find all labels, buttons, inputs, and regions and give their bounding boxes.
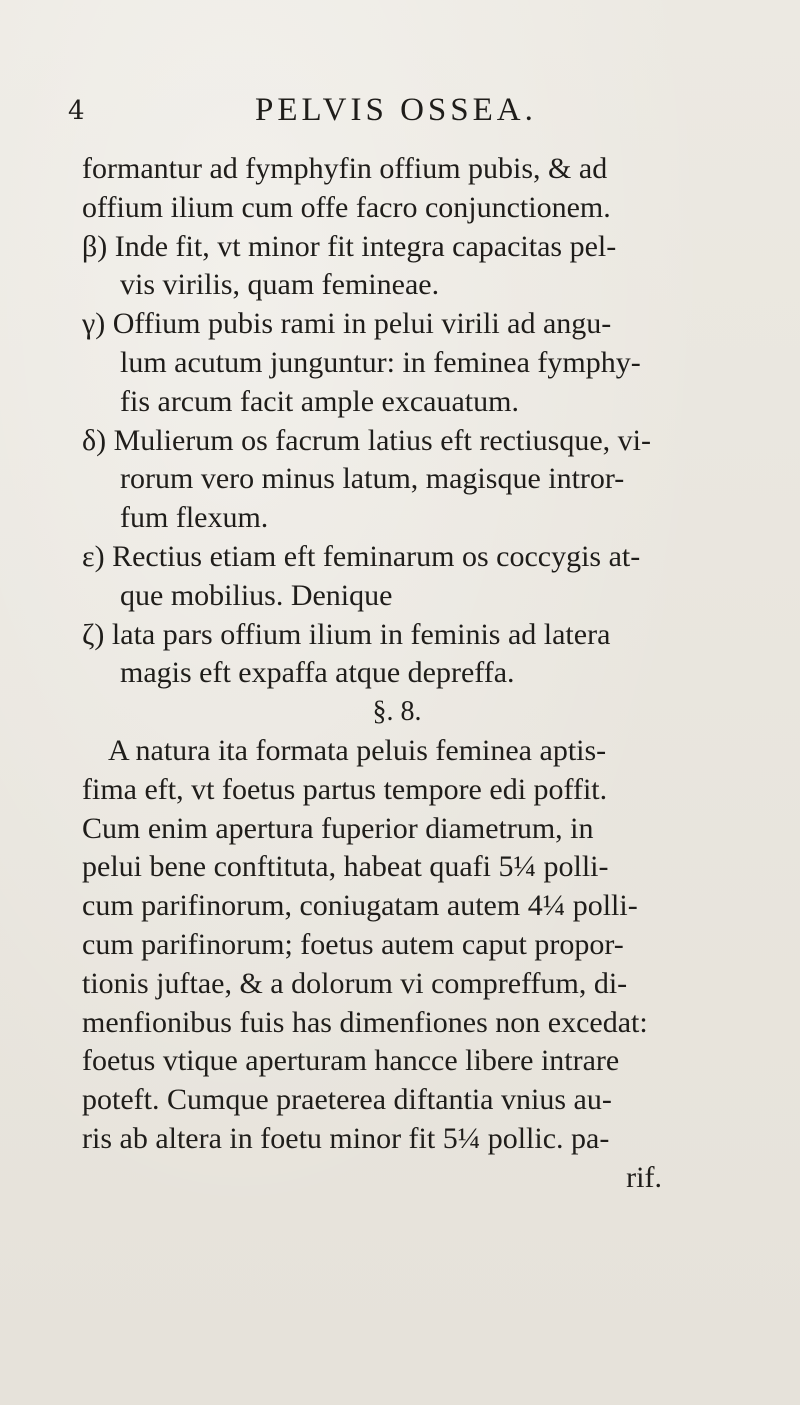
text-line: magis eft expaffa atque depreffa. (120, 656, 515, 690)
text-line: que mobilius. Denique (120, 578, 393, 612)
text-line: rorum vero minus latum, magisque intror- (120, 462, 625, 496)
text-line: ε) Rectius etiam eft feminarum os coccygis at- (82, 539, 641, 573)
page-number: 4 (68, 96, 85, 126)
text-line: foetus vtique aperturam hancce libere intrare (82, 1044, 620, 1078)
text-line: γ) Offium pubis rami in pelui virili ad angu- (82, 307, 612, 341)
text-line: vis virilis, quam femineae. (120, 268, 440, 302)
text-line: formantur ad fymphyfin offium pubis, & ad (82, 152, 608, 185)
text-line: ris ab altera in foetu minor fit 5¼ pollic. pa- (82, 1121, 610, 1155)
catchword: rif. (626, 1160, 662, 1194)
text-line: fima eft, vt foetus partus tempore edi poffit. (82, 772, 608, 806)
text-line: tionis juftae, & a dolorum vi compreffum, di- (82, 966, 628, 1000)
text-line: δ) Mulierum os facrum latius eft rectiusque, vi- (82, 423, 651, 457)
text-line: A natura ita formata peluis feminea aptis- (108, 733, 607, 767)
page-header (0, 92, 800, 132)
text-line: Cum enim apertura fuperior diametrum, in (82, 811, 594, 845)
text-line: offium ilium cum offe facro conjunctionem. (82, 190, 611, 224)
text-line: fis arcum facit ample excauatum. (120, 384, 519, 418)
text-line: poteft. Cumque praeterea diftantia vnius au- (82, 1083, 612, 1117)
text-line: lum acutum junguntur: in feminea fymphy- (120, 345, 641, 379)
text-line: cum parifinorum, coniugatam autem 4¼ polli- (82, 889, 638, 923)
text-line: ζ) lata pars offium ilium in feminis ad latera (82, 617, 611, 651)
text-line: β) Inde fit, vt minor fit integra capacitas pel- (82, 229, 617, 263)
text-line: menfionibus fuis has dimenfiones non excedat: (82, 1005, 648, 1039)
text-line: cum parifinorum; foetus autem caput propor- (82, 927, 624, 961)
body-text (82, 150, 732, 1198)
text-line: fum flexum. (120, 501, 269, 535)
text-line: pelui bene conftituta, habeat quafi 5¼ polli- (82, 850, 609, 884)
running-head: PELVIS OSSEA. (255, 92, 537, 128)
section-heading: §. 8. (372, 696, 422, 728)
